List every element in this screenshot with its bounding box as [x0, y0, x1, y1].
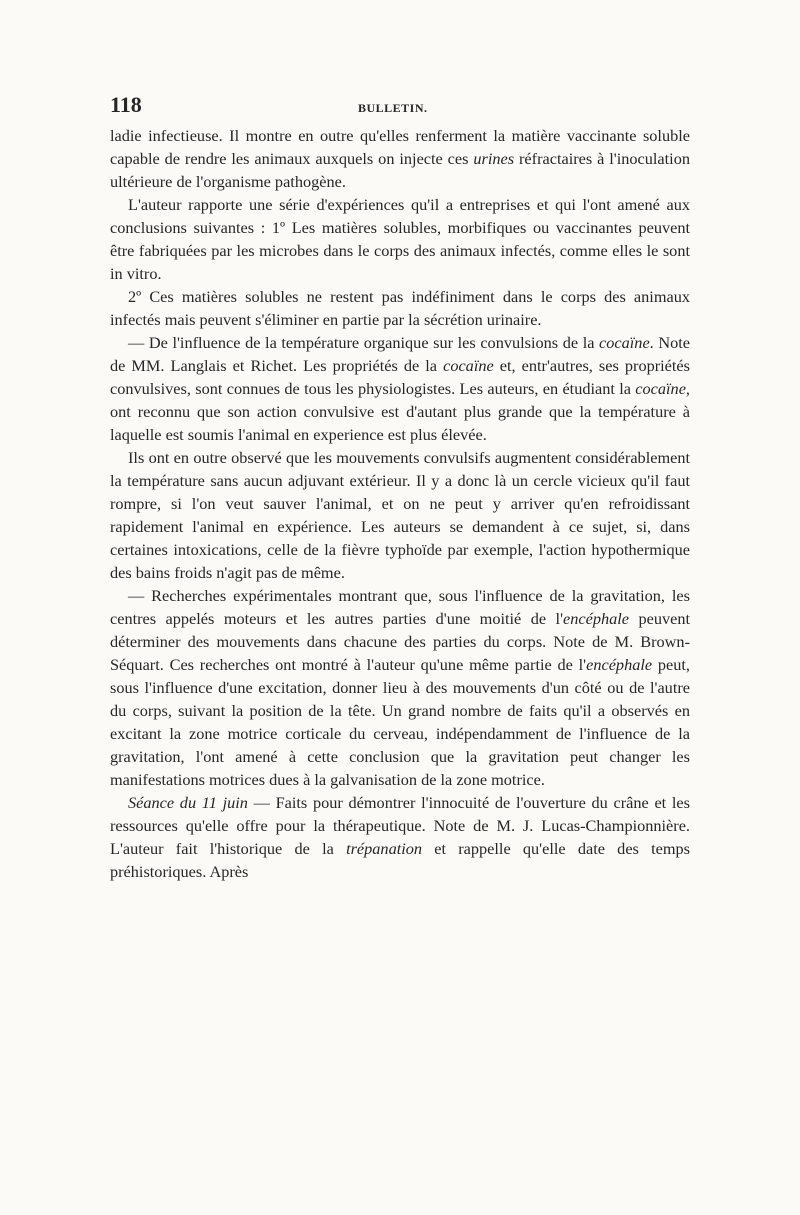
italic-text-run: encéphale — [586, 655, 653, 674]
text-run: — De l'influence de la température organique sur les convulsions de la — [128, 333, 600, 352]
text-run: 2º Ces matières solubles ne restent pas indéfiniment dans le corps des animaux infectés mais peuvent s'éliminer en partie par la sécrétion urinaire. — [110, 287, 690, 329]
italic-text-run: trépanation — [346, 839, 423, 858]
body-text — [110, 124, 690, 883]
paragraph — [110, 331, 690, 446]
paragraph — [110, 124, 690, 193]
text-run: ladie infectieuse. Il montre en outre qu'elles renferment la matière vaccinante soluble capable de rendre les animaux auxquels on injecte ces — [110, 126, 690, 168]
paragraph — [110, 193, 690, 285]
italic-text-run: cocaïne — [635, 379, 686, 398]
text-run: peut, sous l'influence d'une excitation, donner lieu à des mouvements d'un côté ou de l'autre du corps, suivant la position de la tête. Un grand nombre de faits qu'il a observés en excitant la zone motrice corticale du cerveau, indépendamment de l'influence de la gravitation, l'ont amené à cette conclusion que la gravitation peut changer les manifestations motrices dues à la galvanisation de la zone motrice. — [110, 655, 690, 789]
text-run: et, entr'autres, ses propriétés convulsives, sont connues de tous les physiologistes. Les auteurs, en étudiant la — [110, 356, 690, 398]
running-head — [110, 92, 690, 122]
text-run: réfractaires à l'inoculation ultérieure de l'organisme pathogène. — [110, 149, 690, 191]
italic-text-run: cocaïne — [443, 356, 494, 375]
italic-text-run: Séance du 11 juin — [128, 793, 248, 812]
italic-text-run: encéphale — [563, 609, 629, 628]
text-run: Ils ont en outre observé que les mouvements convulsifs augmentent considérablement la température sans aucun adjuvant extérieur. Il y a donc là un cercle vicieux qu'il faut rompre, si l'on veut sauver l'animal, et on ne peut y arriver qu'en refroidissant rapidement l'animal en expérience. Les auteurs se demandent à ce sujet, si, dans certaines intoxications, celle de la fièvre typhoïde par exemple, l'action hypothermique des bains froids n'agit pas de même. — [110, 448, 690, 582]
paragraph — [110, 446, 690, 584]
text-run: — Recherches expérimentales montrant que, sous l'influence de la gravitation, les centres appelés moteurs et les autres parties d'une moitié de l' — [110, 586, 690, 628]
paragraph — [110, 584, 690, 791]
text-run: — Faits pour démontrer l'innocuité de l'ouverture du crâne et les ressources qu'elle offre pour la thérapeutique. Note de M. J. Lucas-Championnière. L'auteur fait l'historique de la — [110, 793, 690, 858]
page-number: 118 — [110, 92, 142, 117]
text-run: L'auteur rapporte une série d'expériences qu'il a entreprises et qui l'ont amené aux conclusions suivantes : 1º Les matières solubles, morbifiques ou vaccinantes peuvent être fabriquées par les microbes dans le corps des animaux infectés, comme elles le sont in vitro. — [110, 195, 690, 283]
text-run: . Note de MM. Langlais et Richet. Les propriétés de la — [110, 333, 690, 375]
paragraph — [110, 285, 690, 331]
text-run: peuvent déterminer des mouvements dans chacune des parties du corps. Note de M. Brown-Séquart. Ces recherches ont montré à l'auteur qu'une même partie de l' — [110, 609, 690, 674]
book-page — [110, 92, 690, 883]
italic-text-run: cocaïne — [599, 333, 650, 352]
text-run: et rappelle qu'elle date des temps préhistoriques. Après — [110, 839, 690, 881]
text-run: , ont reconnu que son action convulsive est d'autant plus grande que la température à laquelle est soumis l'animal en experience est plus élevée. — [110, 379, 690, 444]
paragraph — [110, 791, 690, 883]
italic-text-run: urines — [473, 149, 515, 168]
running-title: BULLETIN. — [358, 101, 428, 115]
